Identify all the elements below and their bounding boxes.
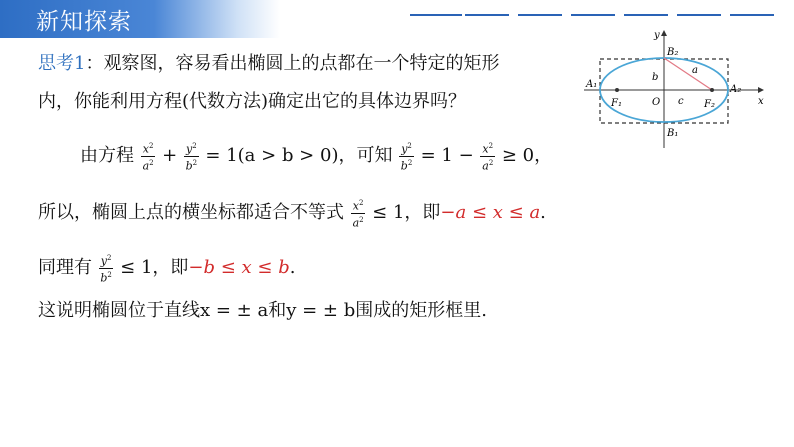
think-line-1: 思考1：观察图，容易看出椭圆上的点都在一个特定的矩形 [38,53,500,74]
think-line-2: 内，你能利用方程(代数方法)确定出它的具体边界吗？ [38,91,467,112]
focus-f2 [710,88,714,92]
focus-f1 [615,88,619,92]
section-banner [0,0,280,38]
fraction-y2-b2: $\frac{y^2}{b^2}$ [185,142,198,173]
label-seg-a: a [692,65,698,76]
fraction-y2-b2-b: $\frac{y^2}{b^2}$ [400,142,413,173]
segment-a [664,58,712,90]
fraction-x2-a2-b: $\frac{x^2}{a^2}$ [482,142,494,173]
ellipse-figure [580,28,770,153]
conclusion-line: 这说明椭圆位于直线x = ± a和y = ± b围成的矩形框里. [38,300,487,321]
decorative-dash-line [410,14,790,16]
inequality-line-y: 同理有 $\frac{y^2}{b^2}$ ≤ 1，即−b ≤ x ≤ b. [38,254,296,285]
label-f2: F₂ [704,99,715,110]
label-b2: B₂ [667,47,679,58]
label-f1: F₁ [611,98,622,109]
label-a2: A₂ [730,84,742,95]
think-label: 思考1 [38,53,86,74]
label-o: O [652,97,661,108]
label-a1: A₁ [586,79,598,90]
label-b1: B₁ [667,128,679,139]
fraction-x2-a2: $\frac{x^2}{a^2}$ [142,142,154,173]
label-y: y [654,30,660,41]
y-axis-arrow [661,30,667,36]
fraction-x2-a2-c: $\frac{x^2}{a^2}$ [352,199,364,230]
think-text-1: 观察图，容易看出椭圆上的点都在一个特定的矩形 [103,53,500,74]
answer-y-range: −b ≤ x ≤ b [188,257,290,279]
answer-x-range: −a ≤ x ≤ a [440,202,541,224]
label-seg-c: c [678,96,684,107]
inequality-line-x: 所以，椭圆上点的横坐标都适合不等式 $\frac{x^2}{a^2}$ ≤ 1，即−a ≤ x ≤ a. [38,199,546,230]
section-title: 新知探索 [36,9,132,35]
label-x: x [758,96,764,107]
equation-line: 由方程 $\frac{x^2}{a^2}$ + $\frac{y^2}{b^2}$ = 1(a > b > 0)，可知 $\frac{y^2}{b^2}$ = 1 − $\frac{x^2}{a^2}$ ≥ 0， [80,142,553,173]
fraction-y2-b2-c: $\frac{y^2}{b^2}$ [100,254,112,285]
label-seg-b: b [652,72,659,83]
x-axis-arrow [758,87,764,93]
